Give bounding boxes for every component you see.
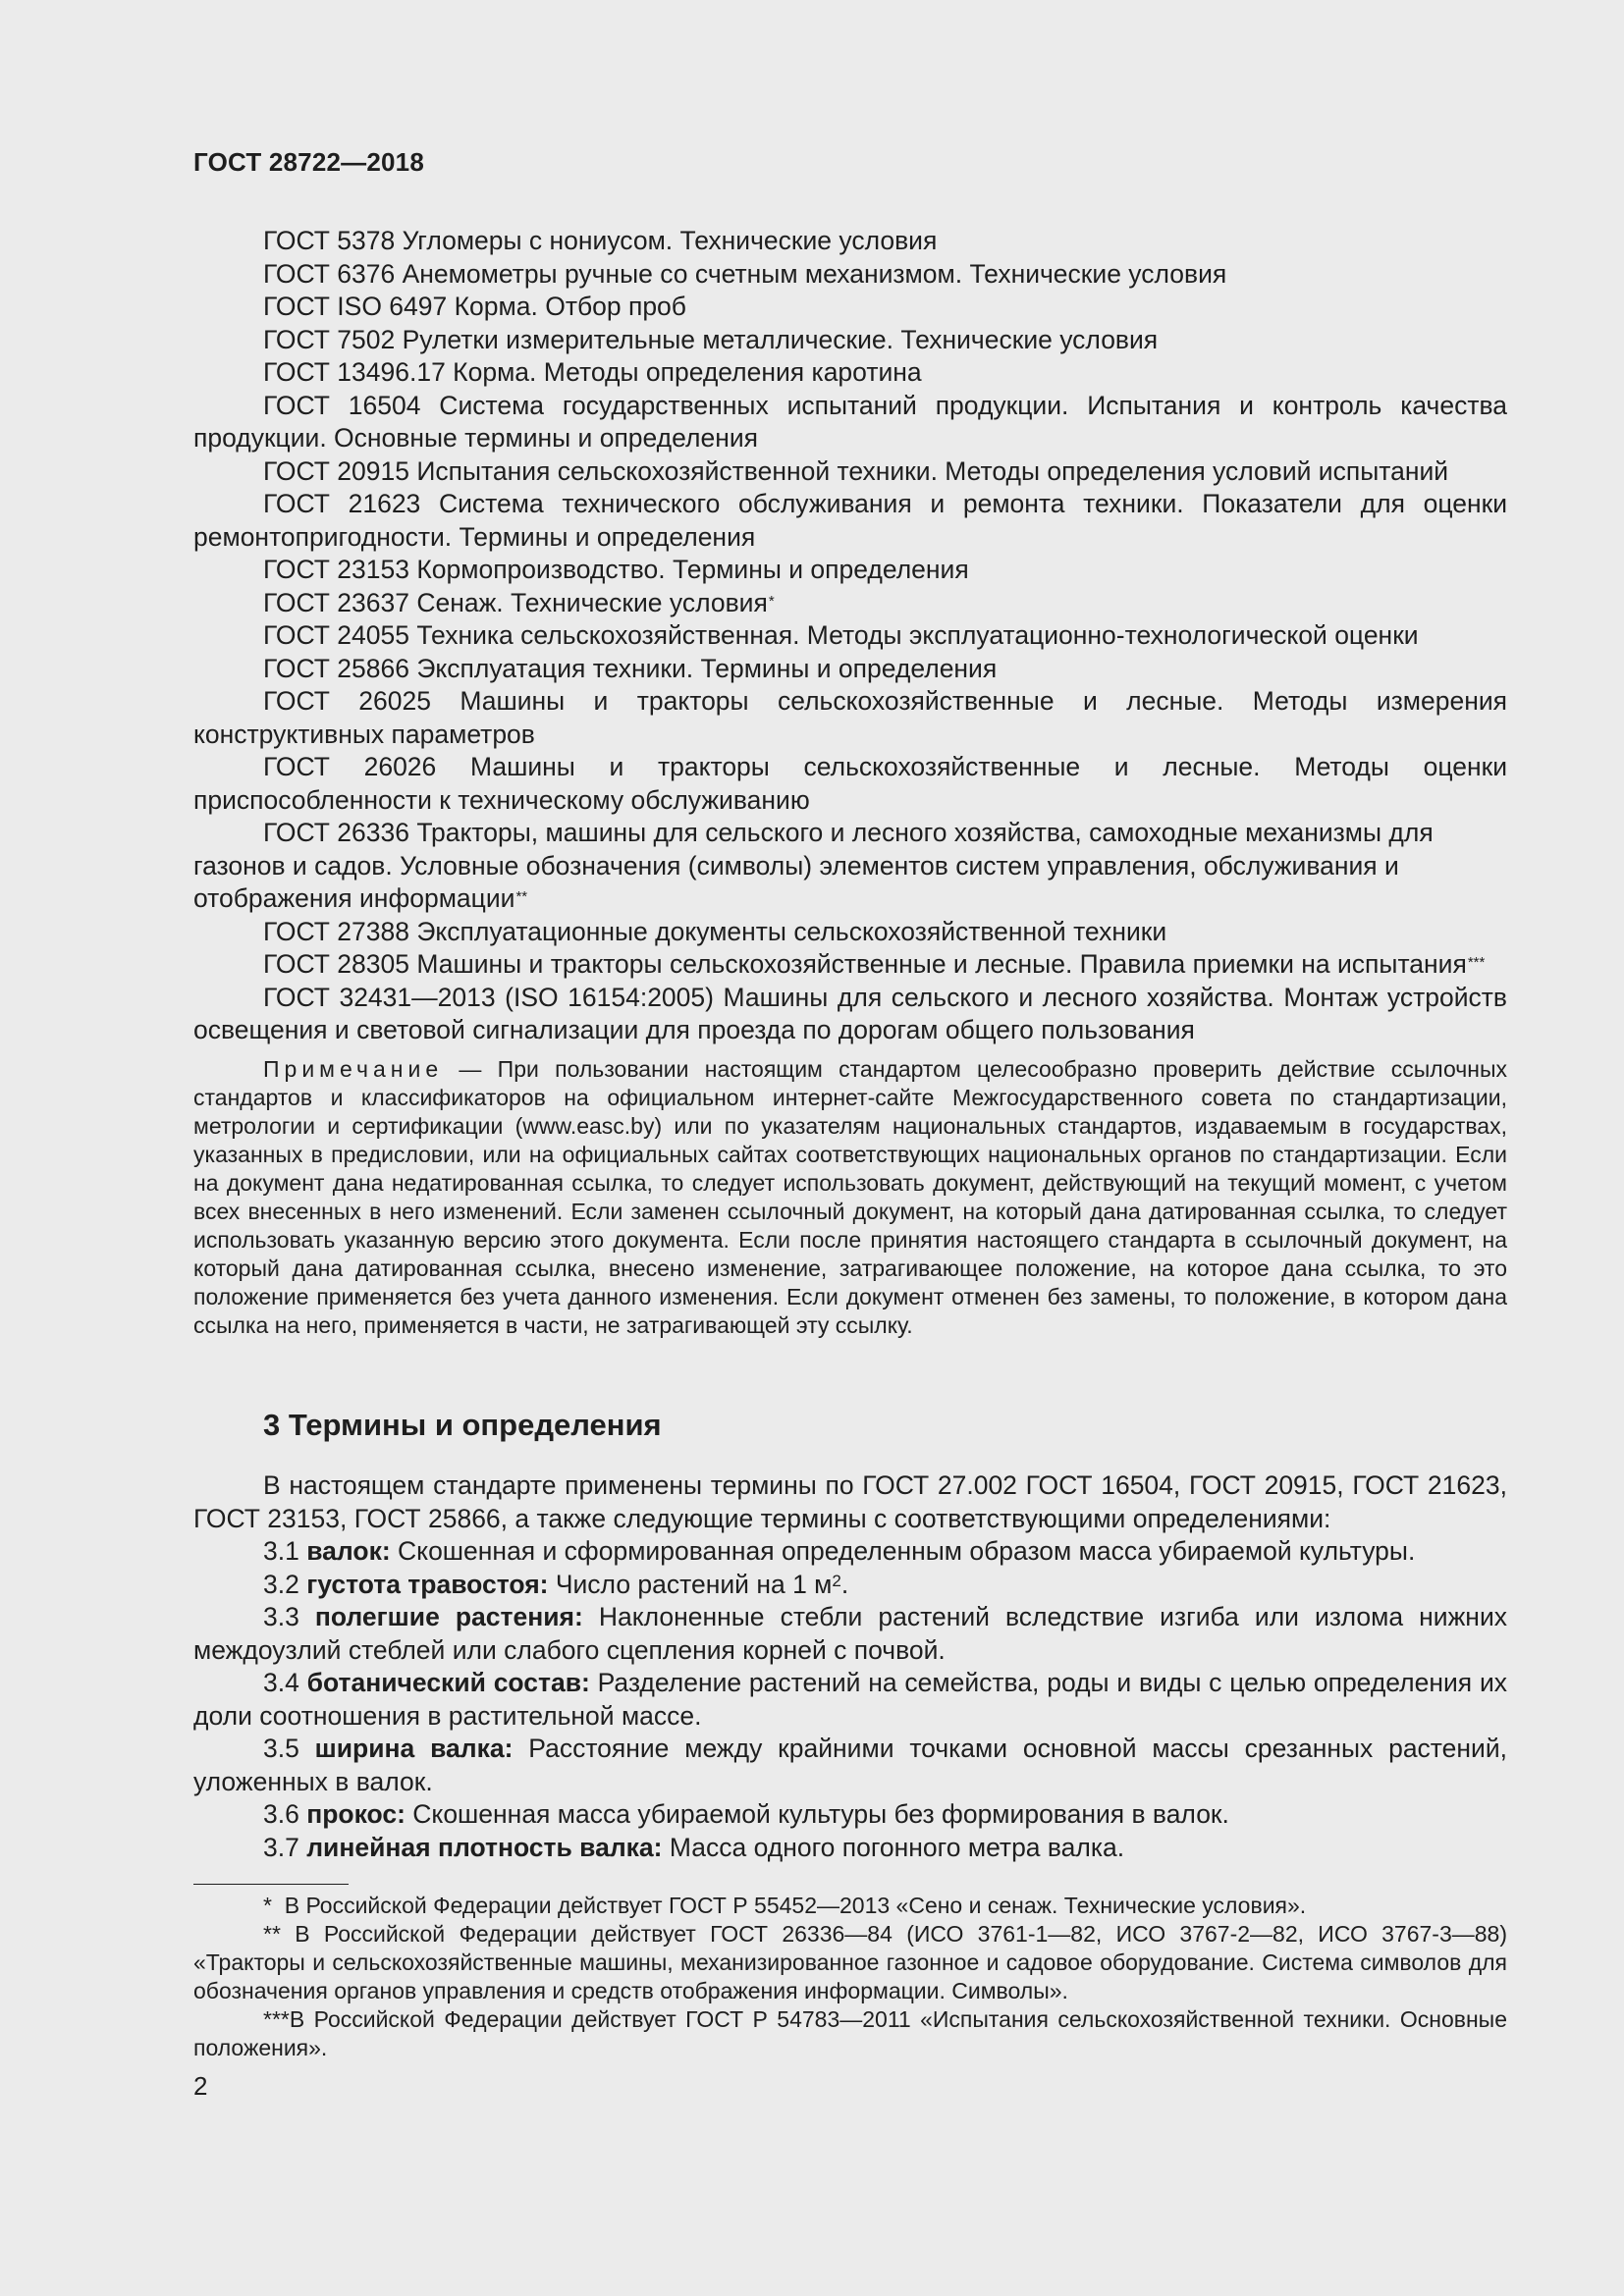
footnote-item: ** В Российской Федерации действует ГОСТ 26336—84 (ИСО 3761-1—82, ИСО 3767-2—82, ИСО 3767-3—88) «Тракторы и сельскохозяйственные машины, механизированное газонное и садовое оборудование. Система символов для обозначения органов управления и средств отображения информации. Символы».	[193, 1921, 1507, 2003]
terms-intro: В настоящем стандарте применены термины по ГОСТ 27.002 ГОСТ 16504, ГОСТ 20915, ГОСТ 21623, ГОСТ 23153, ГОСТ 25866, а также следующие термины с соответствующими определениями:	[193, 1470, 1507, 1533]
term-item: 3.7 линейная плотность валка: Масса одного погонного метра валка.	[263, 1832, 1125, 1862]
normative-references	[193, 225, 1507, 1047]
note-label: Примечание	[263, 1056, 444, 1082]
footnotes	[193, 1892, 1507, 2062]
footnote-divider	[193, 1884, 349, 1885]
page-number: 2	[193, 2071, 208, 2101]
term-item: 3.6 прокос: Скошенная масса убираемой культуры без формирования в валок.	[263, 1799, 1229, 1829]
footnote-marker: *	[768, 592, 775, 610]
reference-item: ГОСТ 26025 Машины и тракторы сельскохозяйственные и лесные. Методы измерения конструктивных параметров	[193, 686, 1507, 749]
reference-item: ГОСТ 7502 Рулетки измерительные металлические. Технические условия	[263, 324, 1159, 354]
reference-item: ГОСТ 26026 Машины и тракторы сельскохозяйственные и лесные. Методы оценки приспособленности к техническому обслуживанию	[193, 752, 1507, 815]
reference-item: ГОСТ 6376 Анемометры ручные со счетным механизмом. Технические условия	[263, 258, 1227, 289]
reference-item: ГОСТ ISO 6497 Корма. Отбор проб	[263, 292, 686, 321]
note-block	[193, 1055, 1507, 1340]
reference-item: ГОСТ 16504 Система государственных испытаний продукции. Испытания и контроль качества продукции. Основные термины и определения	[193, 390, 1507, 453]
footnote-item: ***В Российской Федерации действует ГОСТ Р 54783—2011 «Испытания сельскохозяйственной техники. Основные положения».	[193, 2006, 1507, 2060]
reference-item: ГОСТ 20915 Испытания сельскохозяйственной техники. Методы определения условий испытаний	[263, 455, 1449, 486]
term-item: 3.4 ботанический состав: Разделение растений на семейства, роды и виды с целью определения их доли соотношения в растительной массе.	[193, 1668, 1507, 1731]
footnote-marker: **	[515, 888, 528, 905]
reference-item: ГОСТ 21623 Система технического обслуживания и ремонта техники. Показатели для оценки ремонтопригодности. Термины и определения	[193, 489, 1507, 552]
reference-item: ГОСТ 25866 Эксплуатация техники. Термины и определения	[263, 653, 998, 683]
reference-item: ГОСТ 23637 Сенаж. Технические условия*	[263, 587, 775, 617]
footnote-item: * В Российской Федерации действует ГОСТ Р 55452—2013 «Сено и сенаж. Технические условия».	[263, 1893, 1307, 1918]
reference-item: ГОСТ 24055 Техника сельскохозяйственная. Методы эксплуатационно-технологической оценки	[263, 620, 1419, 650]
term-item: 3.5 ширина валка: Расстояние между крайними точками основной массы срезанных растений, уложенных в валок.	[193, 1734, 1507, 1796]
section-title: 3 Термины и определения	[263, 1408, 662, 1442]
reference-item: ГОСТ 5378 Угломеры с нониусом. Технические условия	[263, 226, 938, 255]
reference-item: ГОСТ 28305 Машины и тракторы сельскохозяйственные и лесные. Правила приемки на испытания***	[263, 949, 1486, 979]
reference-item: ГОСТ 23153 Кормопроизводство. Термины и определения	[263, 555, 969, 584]
term-item: 3.1 валок: Скошенная и сформированная определенным образом масса убираемой культуры.	[263, 1536, 1416, 1566]
reference-item: ГОСТ 26336 Тракторы, машины для сельского и лесного хозяйства, самоходные механизмы для газонов и садов. Условные обозначения (символы) элементов систем управления, обслуживания и отображения информации**	[193, 818, 1434, 913]
footnote-marker: ***	[1467, 954, 1486, 971]
note-text: — При пользовании настоящим стандартом целесообразно проверить действие ссылочных стандартов и классификаторов на официальном интернет-сайте Межгосударственного совета по стандартизации, метрологии и сертификации (www.easc.by) или по указателям национальных стандартов, издаваемым в государствах, указанных в предисловии, или на официальных сайтах соответствующих национальных органов по стандартизации. Если на документ дана недатированная ссылка, то следует использовать документ, действующий на текущий момент, с учетом всех внесенных в него изменений. Если заменен ссылочный документ, на который дана датированная ссылка, то следует использовать указанную версию этого документа. Если после принятия настоящего стандарта в ссылочный документ, на который дана датированная ссылка, внесено изменение, затрагивающее положение, на которое дана ссылка, то это положение применяется без учета данного изменения. Если документ отменен без замены, то положение, в котором дана ссылка на него, применяется в части, не затрагивающей эту ссылку.	[193, 1056, 1507, 1338]
term-item: 3.2 густота травостоя: Число растений на 1 $м^2$.	[263, 1569, 849, 1599]
terms-list	[193, 1469, 1507, 1864]
reference-item: ГОСТ 32431—2013 (ISO 16154:2005) Машины для сельского и лесного хозяйства. Монтаж устройств освещения и световой сигнализации для проезда по дорогам общего пользования	[193, 982, 1507, 1044]
reference-item: ГОСТ 27388 Эксплуатационные документы сельскохозяйственной техники	[263, 916, 1167, 946]
page-header: ГОСТ 28722—2018	[193, 147, 424, 177]
reference-item: ГОСТ 13496.17 Корма. Методы определения каротина	[263, 357, 922, 387]
term-item: 3.3 полегшие растения: Наклоненные стебли растений вследствие изгиба или излома нижних междоузлий стеблей или слабого сцепления корней с почвой.	[193, 1602, 1507, 1665]
